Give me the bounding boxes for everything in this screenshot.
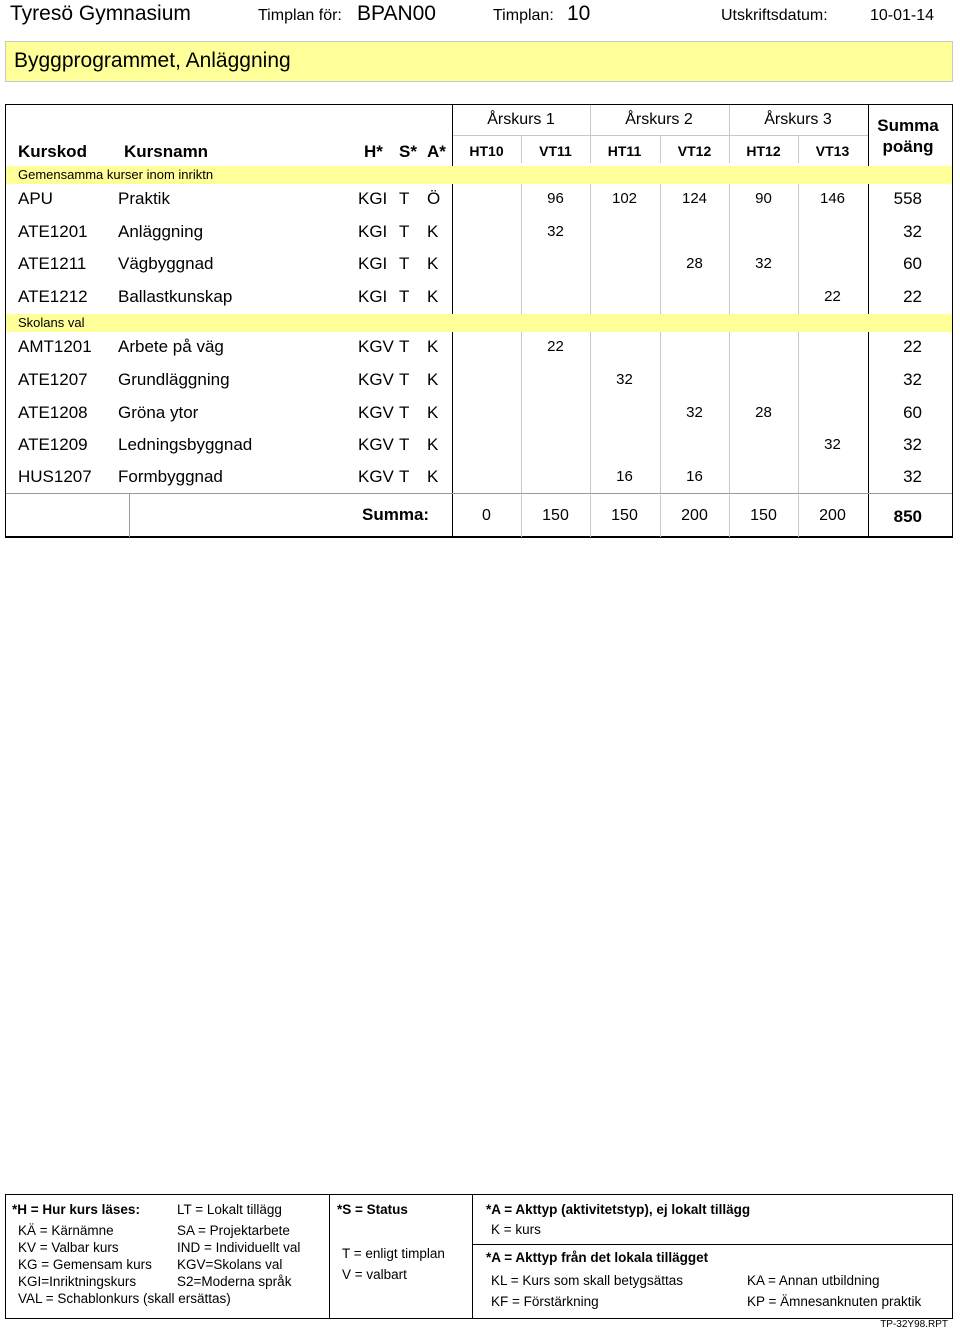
section-bar (6, 314, 952, 332)
course-total: 32 (903, 370, 922, 389)
course-name: Arbete på väg (118, 337, 224, 356)
legend-h-title: *H = Hur kurs läses: (12, 1202, 140, 1217)
course-a: K (427, 337, 439, 356)
course-a: Ö (427, 189, 441, 208)
course-h: KGV (358, 337, 394, 356)
course-a: K (427, 467, 439, 486)
course-points: 16 (686, 468, 703, 485)
course-points: 96 (547, 190, 564, 207)
semester-header: HT10 (469, 143, 504, 159)
legend-item: KL = Kurs som skall betygsättas (491, 1273, 683, 1288)
legend-item: LT = Lokalt tillägg (177, 1202, 282, 1217)
section-bar (6, 166, 952, 184)
course-code: ATE1208 (18, 403, 88, 422)
course-s: T (399, 403, 410, 422)
legend-item: KP = Ämnesanknuten praktik (747, 1294, 922, 1309)
course-a: K (427, 254, 439, 273)
semester-header: HT12 (746, 143, 781, 159)
legend-item: KGI=Inriktningskurs (18, 1274, 137, 1289)
course-h: KGV (358, 467, 394, 486)
legend-a2-title: *A = Akttyp från det lokala tillägget (486, 1250, 709, 1265)
course-s: T (399, 337, 410, 356)
plan-label: Timplan: (493, 7, 554, 24)
summa-value: 150 (750, 507, 777, 524)
legend-a2-col2 (747, 1270, 921, 1312)
year-header: Årskurs 1 (487, 111, 555, 128)
legend-item: KÄ = Kärnämne (18, 1223, 114, 1238)
course-points: 28 (686, 255, 703, 272)
course-total: 22 (903, 337, 922, 356)
divider (472, 1195, 473, 1318)
legend-h-col2 (177, 1201, 300, 1290)
report-code: TP-32Y98.RPT (880, 1319, 948, 1330)
print-date-value: 10-01-14 (870, 7, 935, 24)
semester-header: VT12 (677, 143, 712, 159)
course-total: 32 (903, 467, 922, 486)
divider (6, 493, 952, 494)
legend-s-title: *S = Status (337, 1202, 408, 1217)
course-h: KGI (358, 189, 388, 208)
course-points: 22 (547, 338, 564, 355)
semester-header: VT11 (539, 143, 572, 159)
course-code: ATE1201 (18, 222, 88, 241)
semester-header: VT13 (815, 143, 850, 159)
course-a: K (427, 222, 439, 241)
legend-s-items (342, 1243, 445, 1285)
semester-header: HT11 (607, 143, 642, 159)
section-title: Skolans val (18, 315, 85, 330)
legend-item: T = enligt timplan (342, 1246, 445, 1261)
summa-label: Summa: (362, 505, 430, 524)
section-title: Gemensamma kurser inom inriktn (18, 167, 214, 182)
course-code: ATE1211 (18, 254, 87, 273)
year-header: Årskurs 3 (764, 111, 832, 128)
course-h: KGI (358, 254, 388, 273)
course-points: 22 (824, 288, 841, 305)
legend-a2-col1 (491, 1270, 683, 1312)
legend-item: KA = Annan utbildning (747, 1273, 880, 1288)
col-header-summa (866, 115, 950, 157)
summa-value: 150 (542, 507, 569, 524)
course-a: K (427, 287, 439, 306)
course-code: ATE1209 (18, 435, 88, 454)
divider (590, 181, 591, 493)
course-total: 60 (903, 254, 922, 273)
course-total: 32 (903, 435, 922, 454)
course-h: KGV (358, 435, 394, 454)
col-header-name: Kursnamn (124, 142, 209, 161)
program-title: Byggprogrammet, Anläggning (14, 49, 291, 72)
school-name: Tyresö Gymnasium (10, 2, 191, 25)
course-s: T (399, 435, 410, 454)
course-s: T (399, 222, 410, 241)
course-points: 32 (755, 255, 772, 272)
course-name: Grundläggning (118, 370, 230, 389)
legend-item: KG = Gemensam kurs (18, 1257, 152, 1272)
course-code: ATE1212 (18, 287, 88, 306)
course-points: 146 (819, 190, 846, 207)
course-points: 32 (547, 223, 564, 240)
course-name: Vägbyggnad (118, 254, 214, 273)
course-name: Ledningsbyggnad (118, 435, 253, 454)
course-total: 60 (903, 403, 922, 422)
legend-item: S2=Moderna språk (177, 1274, 292, 1289)
legend-item: VAL = Schablonkurs (skall ersättas) (18, 1291, 231, 1306)
course-h: KGV (358, 403, 394, 422)
legend-item: KGV=Skolans val (177, 1257, 283, 1272)
summa-value: 150 (611, 507, 638, 524)
col-header-s: S* (399, 142, 417, 161)
col-header-a: A* (427, 142, 446, 161)
course-h: KGI (358, 222, 388, 241)
col-header-h: H* (364, 142, 383, 161)
course-a: K (427, 435, 439, 454)
course-points: 124 (681, 190, 708, 207)
legend-item: SA = Projektarbete (177, 1223, 290, 1238)
legend-item: V = valbart (342, 1267, 407, 1282)
course-code: APU (18, 189, 53, 208)
legend-item: KV = Valbar kurs (18, 1240, 119, 1255)
plan-for-label: Timplan för: (258, 7, 342, 24)
plan-for-value: BPAN00 (357, 2, 436, 25)
course-points: 28 (755, 404, 772, 421)
divider (329, 1195, 330, 1318)
year-header: Årskurs 2 (625, 111, 693, 128)
print-date-label: Utskriftsdatum: (721, 7, 828, 24)
program-title-bar (5, 41, 953, 82)
course-a: K (427, 403, 439, 422)
course-name: Gröna ytor (118, 403, 199, 422)
course-name: Formbyggnad (118, 467, 223, 486)
course-s: T (399, 467, 410, 486)
course-s: T (399, 189, 410, 208)
legend-a-title: *A = Akttyp (aktivitetstyp), ej lokalt tillägg (486, 1202, 751, 1217)
divider (729, 181, 730, 493)
divider (473, 1244, 952, 1245)
course-s: T (399, 287, 410, 306)
course-h: KGV (358, 370, 394, 389)
course-name: Praktik (118, 189, 170, 208)
course-points: 16 (616, 468, 633, 485)
legend-item: K = kurs (491, 1222, 541, 1237)
course-a: K (427, 370, 439, 389)
course-s: T (399, 370, 410, 389)
course-code: AMT1201 (18, 337, 92, 356)
course-points: 102 (611, 190, 638, 207)
col-header-code: Kurskod (18, 142, 87, 161)
course-name: Anläggning (118, 222, 204, 241)
summa-total: 850 (893, 507, 922, 526)
course-total: 558 (893, 189, 922, 208)
course-h: KGI (358, 287, 388, 306)
divider (660, 181, 661, 493)
course-points: 32 (616, 371, 633, 388)
legend-item: IND = Individuellt val (177, 1240, 301, 1255)
summa-value: 0 (482, 507, 491, 524)
course-code: HUS1207 (18, 467, 92, 486)
course-points: 90 (755, 190, 772, 207)
course-code: ATE1207 (18, 370, 88, 389)
summa-value: 200 (819, 507, 846, 524)
legend-item: KF = Förstärkning (491, 1294, 599, 1309)
course-total: 22 (903, 287, 922, 306)
course-points: 32 (686, 404, 703, 421)
course-points: 32 (824, 436, 841, 453)
summa-label-2: poäng (882, 137, 934, 156)
plan-value: 10 (567, 2, 591, 25)
course-s: T (399, 254, 410, 273)
course-total: 32 (903, 222, 922, 241)
divider (129, 493, 130, 537)
summa-value: 200 (681, 507, 708, 524)
summa-label-1: Summa (877, 116, 939, 135)
course-name: Ballastkunskap (118, 287, 233, 306)
